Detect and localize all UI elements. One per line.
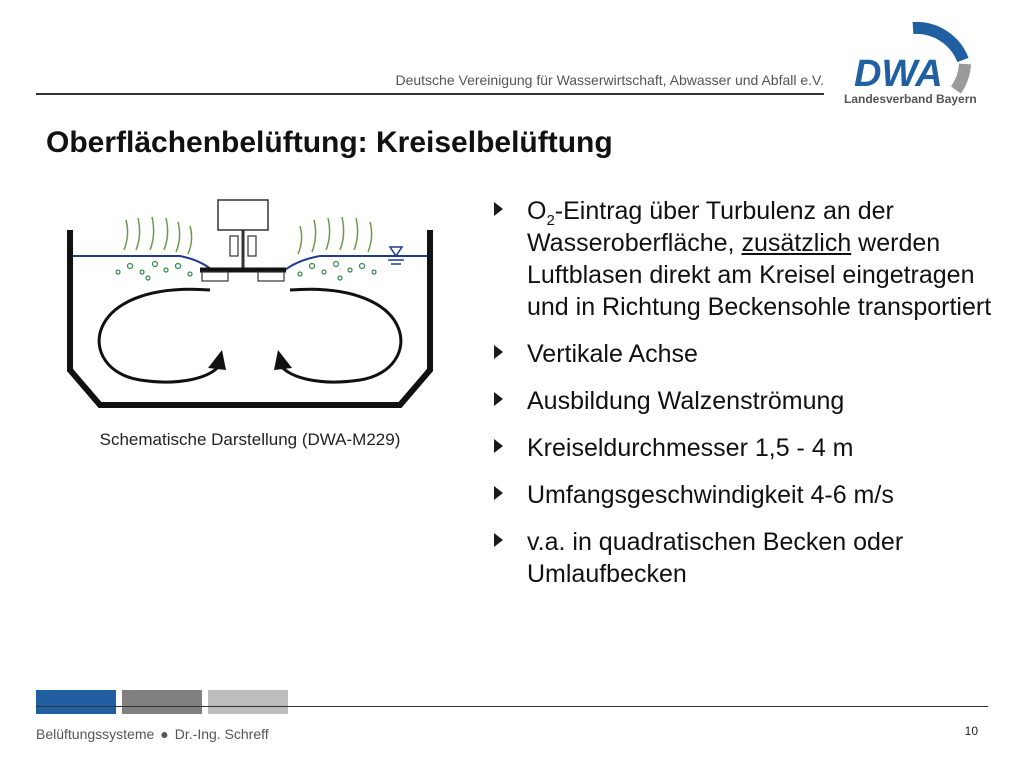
bullet-item: Ausbildung Walzenströmung <box>494 385 994 417</box>
footer-text <box>36 726 269 742</box>
bullet-arrow-icon <box>494 202 503 216</box>
bullet-item: Kreiseldurchmesser 1,5 - 4 m <box>494 432 994 464</box>
spray-left <box>124 217 192 254</box>
bullet-arrow-icon <box>494 345 503 359</box>
bullet-item: Umfangsgeschwindigkeit 4-6 m/s <box>494 479 994 511</box>
bullet-arrow-icon <box>494 439 503 453</box>
bullet-arrow-icon <box>494 392 503 406</box>
footer-separator: ● <box>160 726 169 742</box>
bullet-item: Vertikale Achse <box>494 338 994 370</box>
header-divider <box>36 93 824 95</box>
footer-divider <box>36 706 988 707</box>
page-number: 10 <box>964 724 978 738</box>
logo-arc-grey <box>956 64 965 90</box>
circulation-right <box>280 289 401 382</box>
logo-subtitle: Landesverband Bayern <box>844 92 977 106</box>
footer-bar-grey <box>122 690 202 714</box>
water-level-symbol <box>390 247 402 256</box>
bullet-item: $O_2$-Eintrag über Turbulenz an der Wasseroberfläche, zusätzlich werden Luftblasen direkt am Kreisel eingetragen und in Richtung Beckensohle transportiert <box>494 195 994 323</box>
bullet-arrow-icon <box>494 486 503 500</box>
organization-name: Deutsche Vereinigung für Wasserwirtschaft, Abwasser und Abfall e.V. <box>395 72 824 88</box>
footer-author: Dr.-Ing. Schreff <box>174 726 269 742</box>
footer-bar-blue <box>36 690 116 714</box>
footer-topic: Belüftungssysteme <box>36 726 155 742</box>
logo-text: DWA <box>854 53 943 95</box>
spray-right <box>298 217 372 254</box>
motor <box>218 200 268 230</box>
figure-caption: Schematische Darstellung (DWA-M229) <box>99 430 401 449</box>
circulation-left <box>99 289 220 382</box>
page-title: Oberflächenbelüftung: Kreiselbelüftung <box>46 126 613 159</box>
footer-bar-lightgrey <box>208 690 288 714</box>
bullet-item: v.a. in quadratischen Becken oder Umlaufbecken <box>494 526 994 590</box>
bullet-arrow-icon <box>494 533 503 547</box>
bullet-list <box>494 195 994 605</box>
aerator-diagram <box>60 190 440 415</box>
